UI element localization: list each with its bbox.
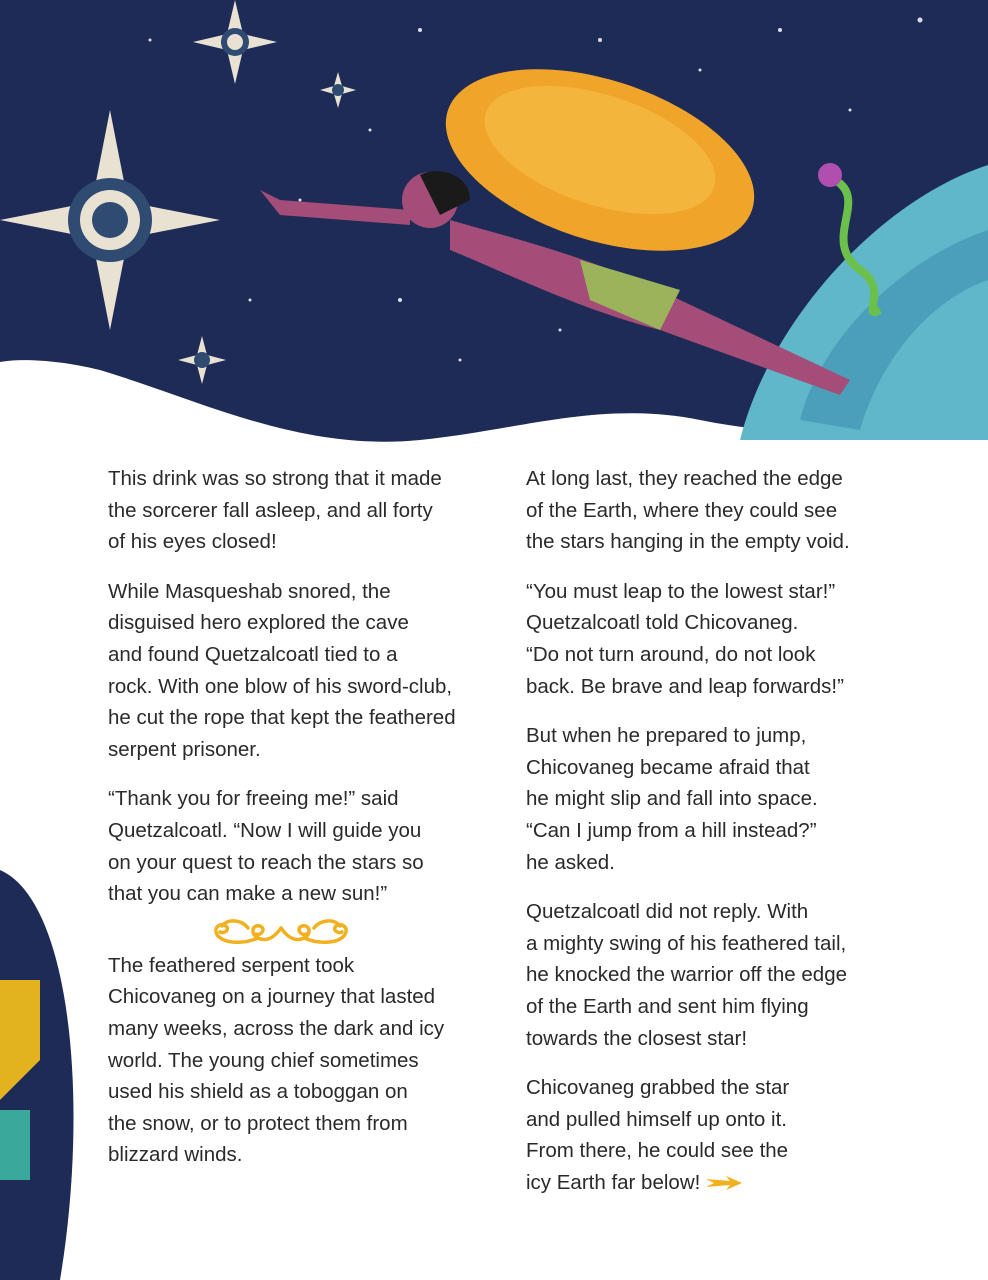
text-line: “Can I jump from a hill instead?” (526, 818, 817, 842)
text-line: and pulled himself up onto it. (526, 1107, 787, 1131)
left-column (108, 463, 508, 1189)
text-line: on your quest to reach the stars so (108, 850, 424, 874)
text-line: “You must leap to the lowest star!” (526, 579, 836, 603)
text-line: Quetzalcoatl. “Now I will guide you (108, 818, 422, 842)
text-line: This drink was so strong that it made (108, 467, 442, 490)
text-line: of his eyes closed! (108, 530, 277, 554)
text-line: he might slip and fall into space. (526, 787, 818, 811)
text-line: that you can make a new sun!” (108, 882, 388, 906)
text-line: the sorcerer fall asleep, and all forty (108, 498, 433, 522)
text-line: towards the closest star! (526, 1026, 748, 1050)
text-line: While Masqueshab snored, the (108, 579, 391, 603)
text-line: used his shield as a toboggan on (108, 1080, 408, 1104)
text-line: The feathered serpent took (108, 953, 355, 977)
text-line: Quetzalcoatl did not reply. With (526, 900, 809, 924)
paragraph (526, 463, 926, 558)
next-page-arrow-icon (706, 1176, 742, 1190)
paragraph (108, 950, 508, 1171)
right-column (526, 463, 926, 1216)
text-line: he asked. (526, 850, 615, 874)
text-line: But when he prepared to jump, (526, 724, 807, 748)
text-line: back. Be brave and leap forwards!” (526, 674, 844, 698)
text-line: and found Quetzalcoatl tied to a (108, 642, 398, 666)
paragraph (526, 720, 926, 878)
text-line: From there, he could see the (526, 1139, 789, 1163)
text-line: “Thank you for freeing me!” said (108, 787, 399, 811)
text-line: he knocked the warrior off the edge (526, 963, 847, 987)
paragraph (108, 576, 508, 766)
text-line: of the Earth, where they could see (526, 498, 838, 522)
text-line: rock. With one blow of his sword-club, (108, 674, 453, 698)
paragraph (108, 783, 508, 909)
scroll-ornament-icon (208, 914, 354, 948)
text-line: many weeks, across the dark and icy (108, 1016, 445, 1040)
text-line: disguised hero explored the cave (108, 611, 409, 635)
text-line: Chicovaneg on a journey that lasted (108, 985, 436, 1009)
paragraph (526, 576, 926, 702)
paragraph (108, 463, 508, 558)
text-line: Chicovaneg became afraid that (526, 755, 810, 779)
text-line: the snow, or to protect them from (108, 1111, 408, 1135)
text-line: At long last, they reached the edge (526, 467, 843, 490)
text-line: he cut the rope that kept the feathered (108, 706, 456, 730)
paragraph (526, 1072, 926, 1198)
text-line: a mighty swing of his feathered tail, (526, 931, 847, 955)
text-line: the stars hanging in the empty void. (526, 530, 850, 554)
text-line: icy Earth far below! (526, 1170, 701, 1194)
text-line: world. The young chief sometimes (108, 1048, 419, 1072)
text-line: Chicovaneg grabbed the star (526, 1076, 790, 1100)
text-line: Quetzalcoatl told Chicovaneg. (526, 611, 799, 635)
text-line: of the Earth and sent him flying (526, 994, 809, 1018)
text-line: “Do not turn around, do not look (526, 642, 816, 666)
text-line: blizzard winds. (108, 1143, 243, 1167)
paragraph (526, 896, 926, 1054)
text-line: serpent prisoner. (108, 737, 261, 761)
text-line-with-arrow (526, 1167, 926, 1199)
